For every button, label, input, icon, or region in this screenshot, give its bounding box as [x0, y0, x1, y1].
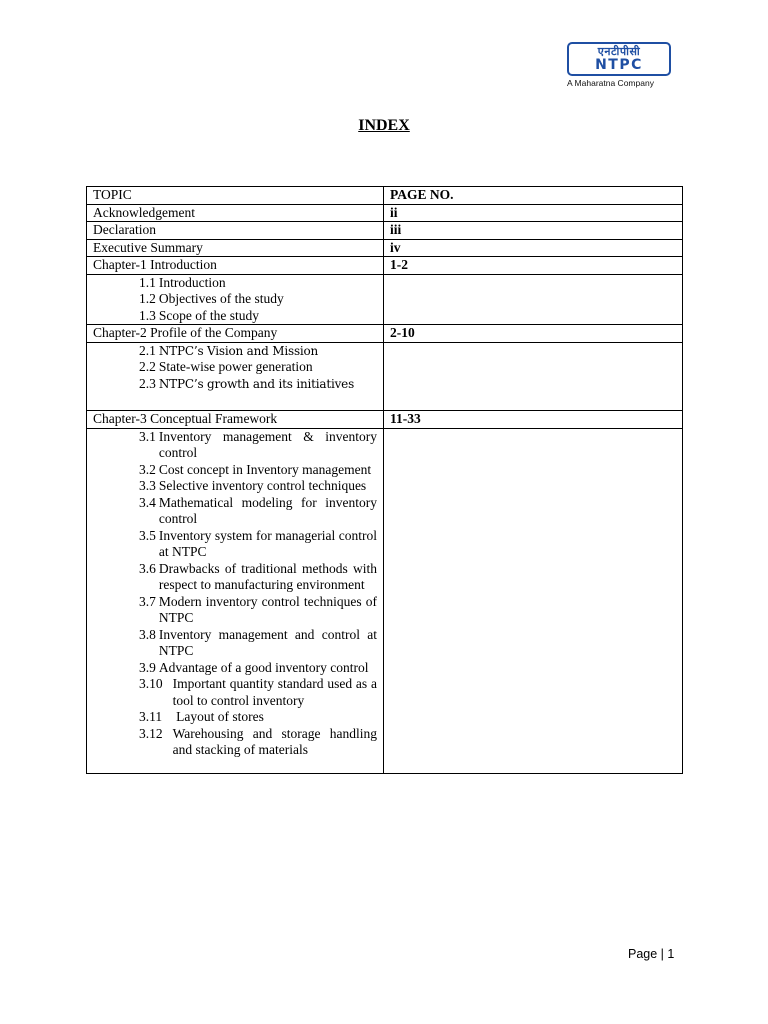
subsection-list — [87, 274, 384, 325]
subsection-item — [93, 627, 377, 660]
subsection-item — [93, 495, 377, 528]
empty-page-cell — [384, 342, 683, 411]
page-number-cell: 2-10 — [384, 325, 683, 343]
subsection-number: 1.2 — [139, 291, 156, 306]
subsection-number: 1.1 — [139, 274, 156, 290]
topic-cell: Acknowledgement — [87, 204, 384, 222]
subsection-title: Scope of the study — [158, 307, 259, 323]
page-number-cell: ii — [384, 204, 683, 222]
ntpc-logo-mark — [567, 42, 671, 76]
subsection-item — [93, 676, 377, 709]
page-number-cell: 11-33 — [384, 411, 683, 429]
subsection-number: 3.9 — [139, 659, 156, 675]
subsection-title: Selective inventory control techniques — [158, 478, 367, 493]
subsection-number: 3.8 — [139, 626, 156, 642]
table-row — [87, 204, 683, 222]
subsection-item — [93, 275, 377, 292]
page-number: Page | 1 — [628, 947, 675, 961]
subsection-group-row — [87, 428, 683, 773]
topic-cell: Executive Summary — [87, 239, 384, 257]
subsection-item — [93, 343, 377, 360]
subsection-number: 3.5 — [139, 527, 156, 543]
header-topic: TOPIC — [87, 187, 384, 205]
topic-cell: Chapter-1 Introduction — [87, 257, 384, 275]
subsection-title: Inventory management and control at NTPC — [158, 626, 377, 658]
subsection-number: 3.11 — [139, 709, 163, 724]
page-number-cell: 1-2 — [384, 257, 683, 275]
subsection-item — [93, 726, 377, 759]
subsection-item — [93, 528, 377, 561]
subsection-number: 3.7 — [139, 593, 156, 609]
logo-hindi-text: एनटीपीसी — [597, 45, 641, 58]
table-row — [87, 239, 683, 257]
table-row — [87, 222, 683, 240]
subsection-number: 3.2 — [139, 461, 156, 477]
subsection-title: NTPC’s growth and its initiatives — [158, 376, 355, 391]
table-row — [87, 325, 683, 343]
subsection-item — [93, 291, 377, 308]
subsection-number: 3.10 — [139, 676, 163, 691]
subsection-item — [93, 561, 377, 594]
subsection-title: Introduction — [158, 274, 226, 290]
subsection-number: 2.3 — [139, 375, 156, 391]
subsection-title: Mathematical modeling for inventory control — [158, 494, 377, 526]
subsection-title: Cost concept in Inventory management — [158, 461, 372, 477]
subsection-item — [93, 709, 377, 726]
subsection-title: Advantage of a good inventory control — [158, 659, 369, 675]
subsection-title: Drawbacks of traditional methods with respect to manufacturing environment — [158, 560, 377, 592]
subsection-number: 3.4 — [139, 494, 156, 510]
subsection-title: Layout of stores — [176, 709, 264, 724]
subsection-title: Objectives of the study — [158, 291, 284, 306]
table-row — [87, 411, 683, 429]
subsection-number: 3.12 — [139, 725, 163, 741]
subsection-number: 1.3 — [139, 307, 156, 323]
subsection-number: 2.1 — [139, 342, 156, 358]
ntpc-logo — [565, 40, 677, 90]
header-page-no: PAGE NO. — [384, 187, 683, 205]
subsection-title: Inventory system for managerial control at NTPC — [158, 527, 377, 559]
subsection-item — [93, 429, 377, 462]
subsection-number: 2.2 — [139, 359, 156, 374]
topic-cell: Declaration — [87, 222, 384, 240]
logo-brand-text: NTPC — [595, 57, 643, 73]
subsection-item — [93, 308, 377, 325]
empty-page-cell — [384, 274, 683, 325]
subsection-title: NTPC’s Vision and Mission — [158, 343, 319, 358]
subsection-list — [87, 342, 384, 411]
subsection-number: 3.3 — [139, 478, 156, 493]
subsection-number: 3.6 — [139, 560, 156, 576]
subsection-group-row — [87, 342, 683, 411]
topic-cell: Chapter-2 Profile of the Company — [87, 325, 384, 343]
subsection-item — [93, 478, 377, 495]
page-number-cell: iii — [384, 222, 683, 240]
subsection-item — [93, 462, 377, 479]
index-table — [86, 186, 683, 774]
logo-tagline: A Maharatna Company — [567, 78, 654, 88]
subsection-number: 3.1 — [139, 428, 156, 444]
subsection-group-row — [87, 274, 683, 325]
subsection-title: Warehousing and storage handling and stacking of materials — [172, 725, 377, 757]
subsection-title: State-wise power generation — [158, 359, 313, 374]
subsection-list — [87, 428, 384, 773]
topic-cell: Chapter-3 Conceptual Framework — [87, 411, 384, 429]
subsection-item — [93, 594, 377, 627]
subsection-title: Important quantity standard used as a tool to control inventory — [172, 676, 377, 708]
subsection-item — [93, 660, 377, 677]
subsection-title: Modern inventory control techniques of NTPC — [158, 593, 377, 625]
page-title: INDEX — [358, 117, 410, 134]
empty-page-cell — [384, 428, 683, 773]
subsection-item — [93, 359, 377, 376]
subsection-item — [93, 376, 377, 393]
table-row — [87, 257, 683, 275]
table-header-row — [87, 187, 683, 205]
subsection-title: Inventory management & inventory control — [158, 428, 377, 460]
page-number-cell: iv — [384, 239, 683, 257]
